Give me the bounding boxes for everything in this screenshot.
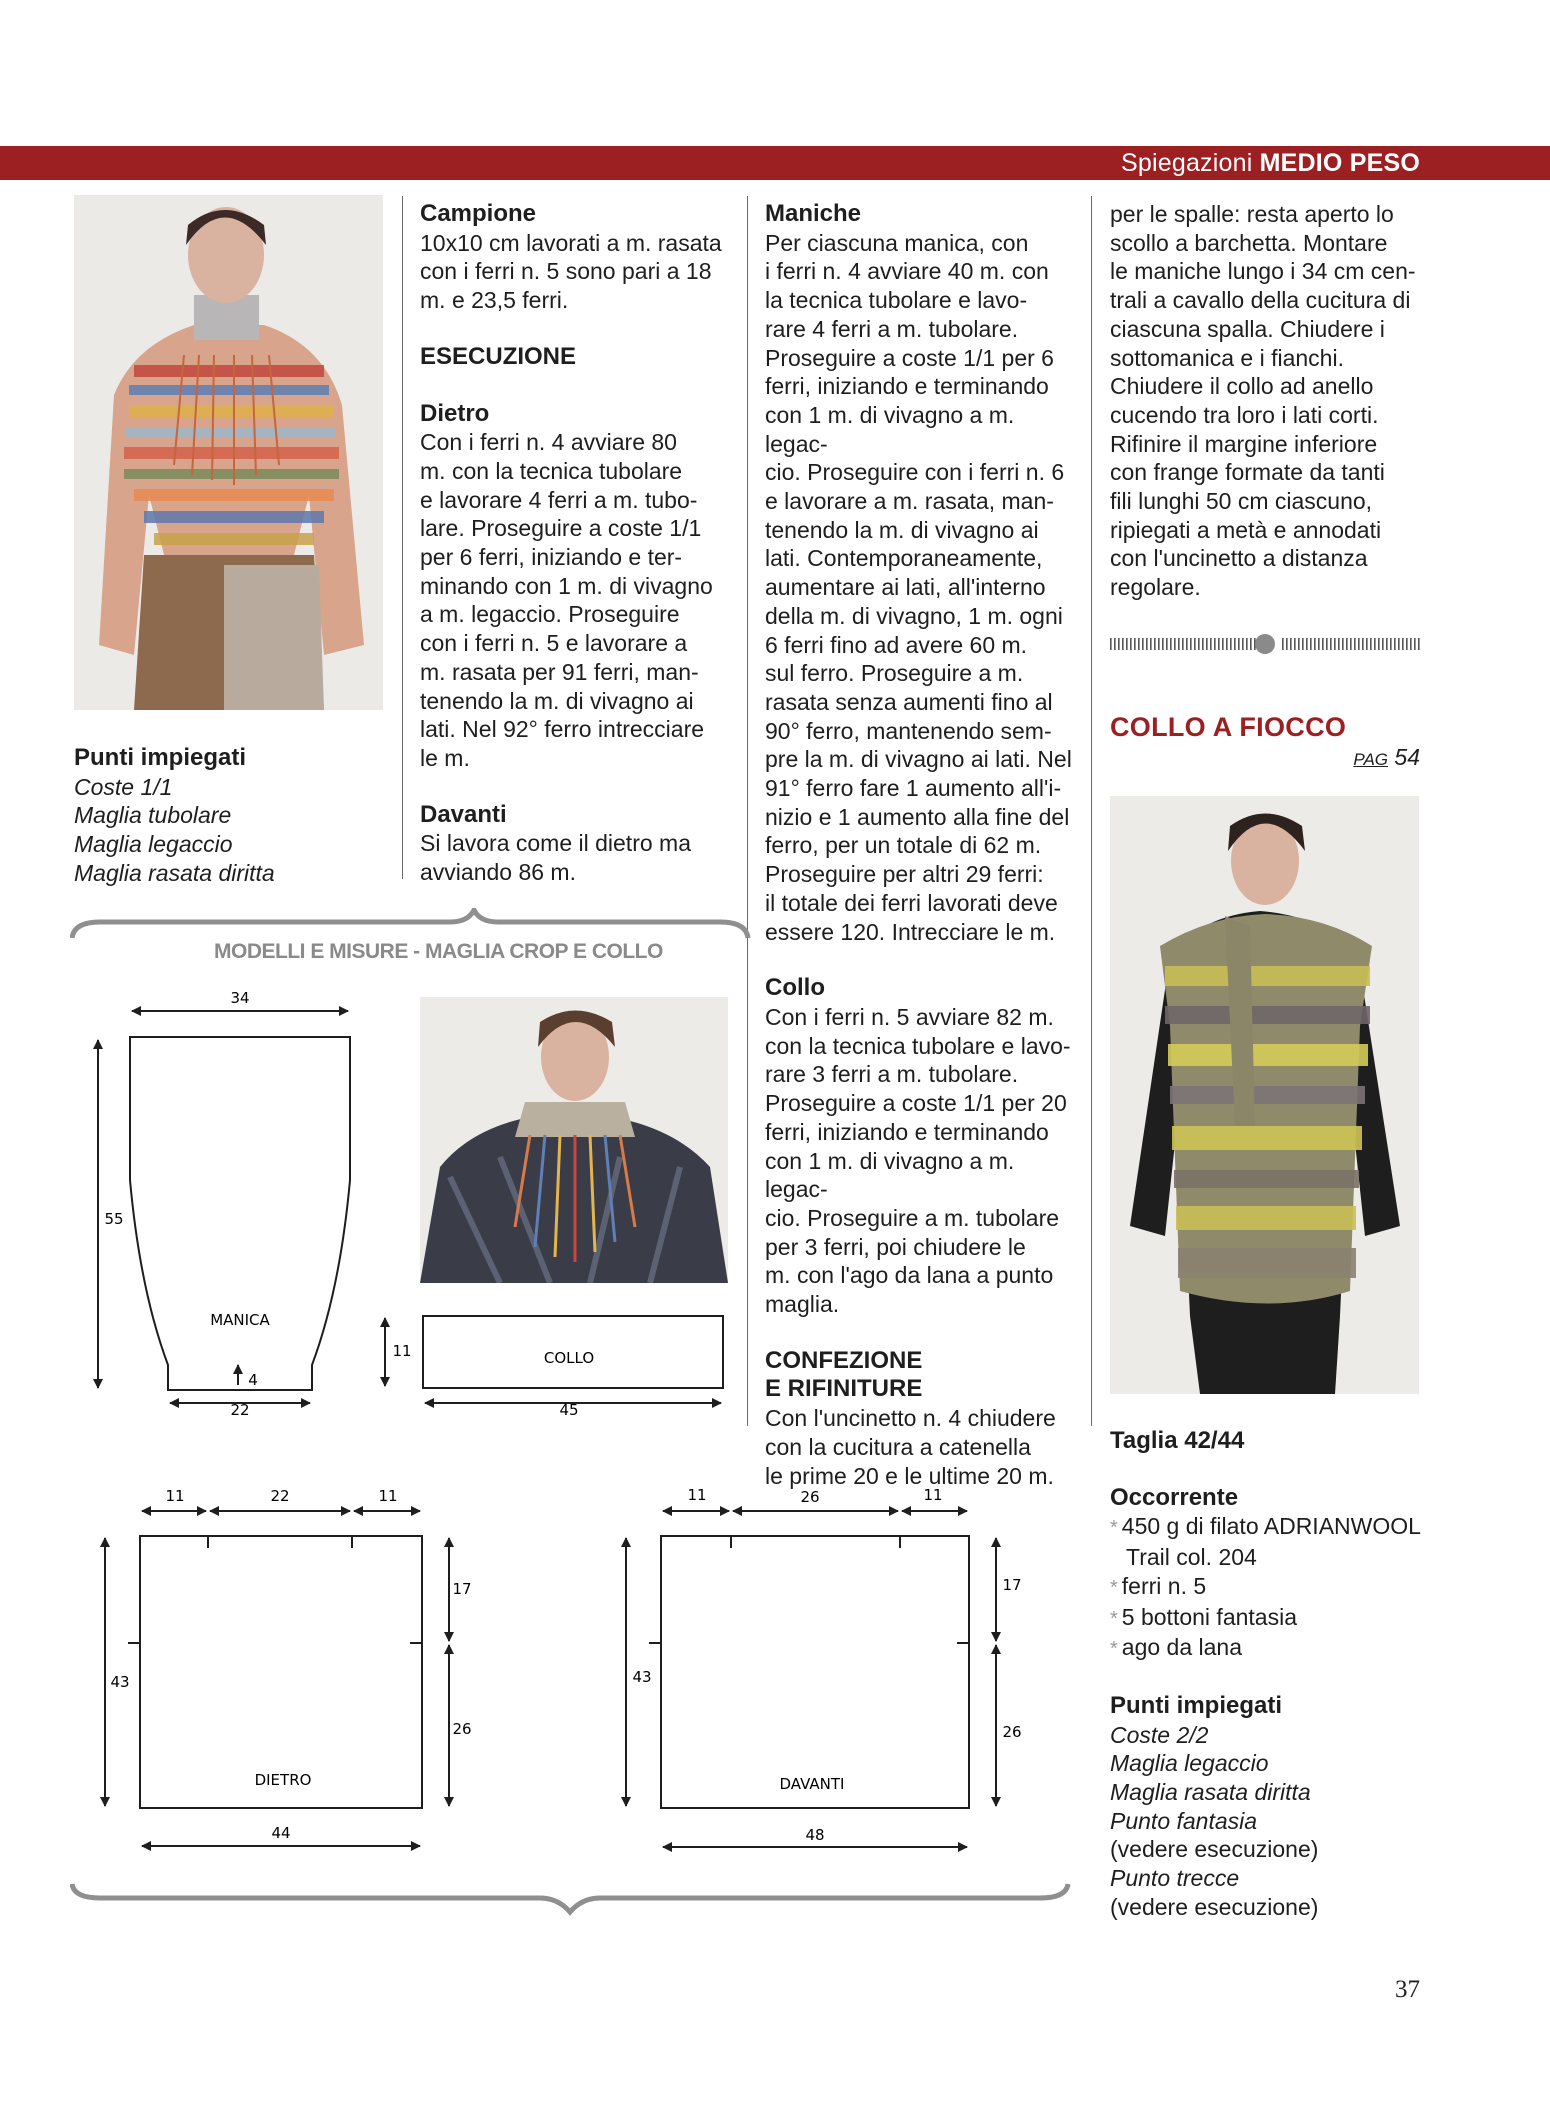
text-line: fili lunghi 50 cm ciascuno, — [1110, 488, 1373, 515]
text-line: il totale dei ferri lavorati deve — [765, 889, 1058, 916]
column-2 — [420, 200, 730, 887]
bullet: * — [1110, 1517, 1118, 1540]
text-line: Proseguire a coste 1/1 per 20 — [765, 1090, 1067, 1117]
collo-label: COLLO — [543, 1349, 595, 1367]
text-line: sul ferro. Proseguire a m. — [765, 660, 1024, 687]
text-line: con la cucitura a catenella — [765, 1433, 1031, 1460]
text-line: Si lavora come il dietro ma — [420, 830, 691, 857]
punto-item: Maglia legaccio — [1110, 1750, 1269, 1777]
text-line: regolare. — [1110, 574, 1201, 601]
text-line: trali a cavallo della cucitura di — [1110, 287, 1411, 314]
text-line: Rifinire il margine inferiore — [1110, 430, 1378, 457]
davanti-top-left: 11 — [687, 1486, 707, 1504]
model-photo-sweater — [74, 195, 383, 710]
text-line: scollo a barchetta. Montare — [1110, 229, 1388, 256]
text-line: le m. — [420, 744, 470, 771]
punto-item: Maglia tubolare — [74, 802, 232, 829]
text-line: rare 4 ferri a m. tubolare. — [765, 315, 1019, 342]
collo-height: 11 — [392, 1342, 412, 1360]
text-line: m. con l'ago da lana a punto — [765, 1262, 1054, 1289]
davanti-height: 43 — [632, 1668, 652, 1686]
text-line: tenendo la m. di vivagno ai — [420, 687, 694, 714]
text-line: con 1 m. di vivagno a m. legac- — [765, 1147, 1015, 1203]
dietro-upper: 17 — [452, 1580, 472, 1598]
manica-label: MANICA — [210, 1311, 270, 1329]
text-line: Con i ferri n. 4 avviare 80 — [420, 429, 677, 456]
column-4 — [1110, 200, 1420, 602]
text-line: la tecnica tubolare e lavo- — [765, 287, 1028, 314]
bullet: * — [1110, 1607, 1118, 1630]
davanti-schematic — [626, 1486, 1022, 1847]
text-line: ciascuna spalla. Chiudere i — [1110, 315, 1385, 342]
davanti-top-right: 11 — [923, 1486, 943, 1504]
manica-top: 34 — [230, 989, 250, 1007]
punto-item: Punto trecce — [1110, 1865, 1240, 1892]
text-line: Proseguire per altri 29 ferri: — [765, 861, 1044, 888]
confezione-title: E RIFINITURE — [765, 1375, 923, 1403]
punto-item: Coste 1/1 — [74, 773, 173, 800]
manica-height: 55 — [104, 1210, 124, 1228]
text-line: per 3 ferri, poi chiudere le — [765, 1233, 1026, 1260]
davanti-label: DAVANTI — [779, 1775, 845, 1793]
dietro-top-left: 11 — [165, 1487, 185, 1505]
page-ref-number: 54 — [1394, 744, 1420, 770]
text-line: Con i ferri n. 5 avviare 82 m. — [765, 1003, 1054, 1030]
text-line: lare. Proseguire a coste 1/1 — [420, 515, 702, 542]
text-line: i ferri n. 4 avviare 40 m. con — [765, 258, 1049, 285]
text-line: rare 3 ferri a m. tubolare. — [765, 1061, 1019, 1088]
maniche-title: Maniche — [765, 200, 862, 227]
text-line: 90° ferro, mantenendo sem- — [765, 717, 1052, 744]
column-divider — [402, 196, 403, 879]
text-line: con i ferri n. 5 sono pari a 18 — [420, 258, 712, 285]
text-line: 91° ferro fare 1 aumento all'i- — [765, 775, 1062, 802]
schematic-diagrams — [0, 960, 1090, 1870]
dietro-top-right: 11 — [378, 1487, 398, 1505]
text-line: e lavorare a m. rasata, man- — [765, 488, 1054, 515]
davanti-width: 48 — [805, 1826, 825, 1844]
text-line: con i ferri n. 5 e lavorare a — [420, 630, 688, 657]
text-line: m. rasata per 91 ferri, man- — [420, 658, 699, 685]
davanti-upper: 17 — [1002, 1576, 1022, 1594]
page-number: 37 — [1395, 1976, 1420, 2003]
text-line: con l'uncinetto a distanza — [1110, 545, 1368, 572]
occorrente-item: * 5 bottoni fantasia — [1110, 1603, 1297, 1630]
text-line: nizio e 1 aumento alla fine del — [765, 803, 1070, 830]
punti-title: Punti impiegati — [74, 744, 247, 771]
text-line: m. con la tecnica tubolare — [420, 457, 683, 484]
text-line: Chiudere il collo ad anello — [1110, 373, 1374, 400]
text-line: per le spalle: resta aperto lo — [1110, 201, 1394, 227]
text-line: a m. legaccio. Proseguire — [420, 601, 680, 628]
text-line: rasata senza aumenti fino al — [765, 688, 1053, 715]
collo-schematic — [385, 1316, 723, 1419]
column-4-lower — [1110, 1427, 1430, 1922]
text-line: Per ciascuna manica, con — [765, 229, 1029, 256]
text-line: ferri, iniziando e terminando — [765, 373, 1049, 400]
manica-cuff: 4 — [248, 1371, 258, 1389]
punto-note: (vedere esecuzione) — [1110, 1836, 1319, 1863]
occorrente-item: * ferri n. 5 — [1110, 1572, 1207, 1599]
davanti-top-mid: 26 — [800, 1488, 820, 1506]
dietro-label: DIETRO — [254, 1771, 312, 1789]
punto-item: Coste 2/2 — [1110, 1721, 1209, 1748]
text-line: essere 120. Intrecciare le m. — [765, 918, 1056, 945]
text-line: ripiegati a metà e annodati — [1110, 516, 1382, 543]
taglia: Taglia 42/44 — [1110, 1427, 1245, 1454]
text-line: e lavorare 4 ferri a m. tubo- — [420, 486, 698, 513]
punto-item: Maglia legaccio — [74, 831, 233, 858]
text-line: sottomanica e i fianchi. — [1110, 344, 1344, 371]
punto-item: Maglia rasata diritta — [1110, 1779, 1311, 1806]
punto-item: Maglia rasata diritta — [74, 859, 275, 886]
punto-item: Punto fantasia — [1110, 1807, 1258, 1834]
dietro-title: Dietro — [420, 399, 490, 427]
diagram-top-brace — [70, 908, 1080, 944]
text-line: minando con 1 m. di vivagno — [420, 572, 713, 599]
text-line: lati. Nel 92° ferro intrecciare — [420, 716, 705, 743]
section-header — [1121, 149, 1420, 178]
bullet: * — [1110, 1576, 1118, 1599]
column-1 — [74, 744, 384, 888]
manica-schematic — [98, 989, 350, 1419]
text-line: cucendo tra loro i lati corti. — [1110, 401, 1379, 428]
text-line: con 1 m. di vivagno a m. legac- — [765, 401, 1015, 457]
text-line: ferri, iniziando e terminando — [765, 1118, 1049, 1145]
diagram-title: MODELLI E MISURE - MAGLIA CROP E COLLO — [214, 940, 663, 963]
text-line: per 6 ferri, iniziando e ter- — [420, 544, 683, 571]
davanti-lower: 26 — [1002, 1723, 1022, 1741]
davanti-title: Davanti — [420, 800, 507, 828]
text-line: lati. Contemporaneamente, — [765, 545, 1043, 572]
text-line: Proseguire a coste 1/1 per 6 — [765, 344, 1054, 371]
dietro-lower: 26 — [452, 1720, 472, 1738]
page-reference[interactable] — [1300, 744, 1420, 771]
text-line: della m. di vivagno, 1 m. ogni — [765, 602, 1063, 629]
next-pattern-title: COLLO A FIOCCO — [1110, 712, 1347, 742]
punti-title: Punti impiegati — [1110, 1691, 1283, 1719]
separator-ornament — [1110, 632, 1420, 656]
text-line: con la tecnica tubolare e lavo- — [765, 1032, 1071, 1059]
text-line: le prime 20 e le ultime 20 m. — [765, 1462, 1054, 1489]
text-line: m. e 23,5 ferri. — [420, 287, 569, 314]
text-line: aumentare ai lati, all'interno — [765, 574, 1046, 601]
manica-bottom: 22 — [230, 1401, 250, 1419]
page-ref-label: PAG — [1353, 750, 1389, 769]
esecuzione-title: ESECUZIONE — [420, 342, 577, 370]
dietro-height: 43 — [110, 1673, 130, 1691]
text-line: 10x10 cm lavorati a m. rasata — [420, 229, 722, 256]
dietro-top-mid: 22 — [270, 1487, 290, 1505]
text-line: cio. Proseguire con i ferri n. 6 — [765, 459, 1065, 486]
dietro-width: 44 — [271, 1824, 291, 1842]
text-line: con frange formate da tanti — [1110, 459, 1385, 486]
section-category: MEDIO PESO — [1259, 149, 1420, 177]
collo-width: 45 — [559, 1401, 579, 1419]
text-line: 6 ferri fino ad avere 60 m. — [765, 631, 1028, 658]
text-line: le maniche lungo i 34 cm cen- — [1110, 258, 1416, 285]
bullet: * — [1110, 1638, 1118, 1661]
campione-title: Campione — [420, 200, 537, 227]
text-line: cio. Proseguire a m. tubolare — [765, 1204, 1060, 1231]
text-line: maglia. — [765, 1291, 840, 1318]
punto-note: (vedere esecuzione) — [1110, 1893, 1319, 1920]
occorrente-title: Occorrente — [1110, 1483, 1239, 1511]
confezione-title: CONFEZIONE — [765, 1346, 923, 1374]
diagram-bottom-brace — [70, 1878, 1080, 1918]
text-line: Con l'uncinetto n. 4 chiudere — [765, 1405, 1056, 1432]
collo-title: Collo — [765, 974, 825, 1002]
text-line: pre la m. di vivagno ai lati. Nel — [765, 746, 1072, 773]
text-line: avviando 86 m. — [420, 859, 576, 886]
column-divider — [1091, 196, 1092, 1426]
occorrente-item: * 450 g di filato ADRIANWOOL — [1110, 1513, 1421, 1540]
text-line: tenendo la m. di vivagno ai — [765, 516, 1039, 543]
occorrente-item-cont: Trail col. 204 — [1126, 1544, 1257, 1571]
model-photo-vest — [1110, 796, 1419, 1394]
occorrente-item: * ago da lana — [1110, 1634, 1243, 1661]
dietro-schematic — [105, 1487, 472, 1846]
section-label: Spiegazioni — [1121, 149, 1253, 177]
text-line: ferro, per un totale di 62 m. — [765, 832, 1042, 859]
